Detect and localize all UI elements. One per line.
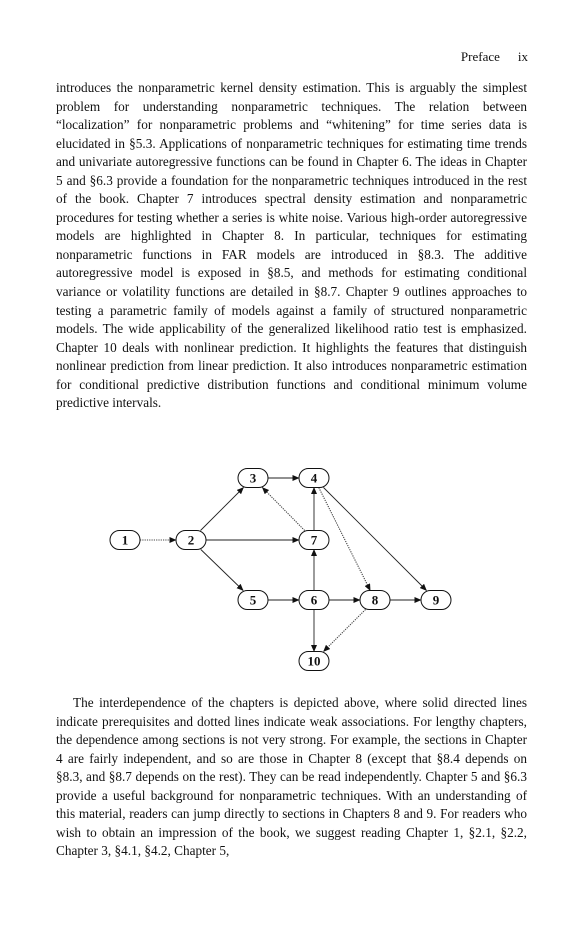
chapter-node-label: 3	[249, 470, 257, 486]
diagram-edges	[140, 478, 427, 652]
chapter-dependency-diagram	[0, 460, 583, 688]
edge-8-to-10	[324, 610, 366, 652]
chapter-node-label: 1	[121, 532, 129, 548]
running-head	[461, 49, 528, 65]
chapter-node-5	[238, 591, 268, 610]
chapter-node-6	[299, 591, 329, 610]
chapter-node-label: 8	[371, 592, 379, 608]
chapter-node-label: 10	[307, 653, 321, 669]
chapter-node-3	[238, 469, 268, 488]
chapter-node-4	[299, 469, 329, 488]
chapter-node-1	[110, 531, 140, 550]
chapter-node-label: 2	[187, 532, 195, 548]
edge-2-to-5	[201, 550, 243, 591]
chapter-node-10	[299, 652, 329, 671]
chapter-node-9	[421, 591, 451, 610]
edge-4-to-9	[324, 488, 427, 591]
chapter-node-label: 4	[310, 470, 318, 486]
body-paragraph-1: introduces the nonparametric kernel density estimation. This is arguably the simplest problem for understanding nonparametric techniques. The relation between “localization” for nonparametric problems and “whitening” for time series data is elucidated in §5.3. Applications of nonparametric techniques for estimating time trends and univariate autoregressive functions can be found in Chapter 6. The ideas in Chapter 5 and §6.3 provide a foundation for the nonparametric techniques introduced in the rest of the book. Chapter 7 introduces spectral density estimation and nonparametric procedures for testing whether a series is white noise. Various high-order autoregressive models are highlighted in Chapter 8. In particular, techniques for estimating nonparametric functions in FAR models are introduced in §8.3. The additive autoregressive model is exposed in §8.5, and methods for estimating conditional variance or volatility functions are detailed in §8.7. Chapter 9 outlines approaches to testing a parametric family of models against a family of structured nonparametric models. The wide applicability of the generalized likelihood ratio test is emphasized. Chapter 10 deals with nonlinear prediction. It highlights the features that distinguish nonlinear prediction from linear prediction. It also introduces nonparametric estimation for conditional predictive distribution functions and conditional minimum volume predictive intervals.	[56, 80, 527, 411]
chapter-node-7	[299, 531, 329, 550]
chapter-node-8	[360, 591, 390, 610]
page-number: ix	[517, 49, 528, 64]
diagram-nodes	[110, 469, 451, 671]
running-head-title: Preface	[460, 49, 500, 64]
chapter-node-label: 9	[432, 592, 440, 608]
edge-7-to-3	[262, 488, 304, 531]
chapter-node-label: 5	[249, 592, 257, 608]
chapter-node-label: 7	[310, 532, 318, 548]
chapter-node-2	[176, 531, 206, 550]
edge-2-to-3	[201, 488, 244, 531]
body-paragraph-2: The interdependence of the chapters is depicted above, where solid directed lines indicate prerequisites and dotted lines indicate weak associations. For lengthy chapters, the dependence among sections is not very strong. For example, the sections in Chapter 4 are fairly independent, and so are those in Chapter 8 (except that §8.4 depends on §8.3, and §8.7 depends on the rest). They can be read independently. Chapter 5 and §6.3 provide a useful background for nonparametric techniques. With an understanding of this material, readers can jump directly to sections in Chapters 8 and 9. For readers who wish to obtain an impression of the book, we suggest reading Chapter 1, §2.1, §2.2, Chapter 3, §4.1, §4.2, Chapter 5,	[56, 695, 527, 859]
chapter-node-label: 6	[310, 592, 318, 608]
